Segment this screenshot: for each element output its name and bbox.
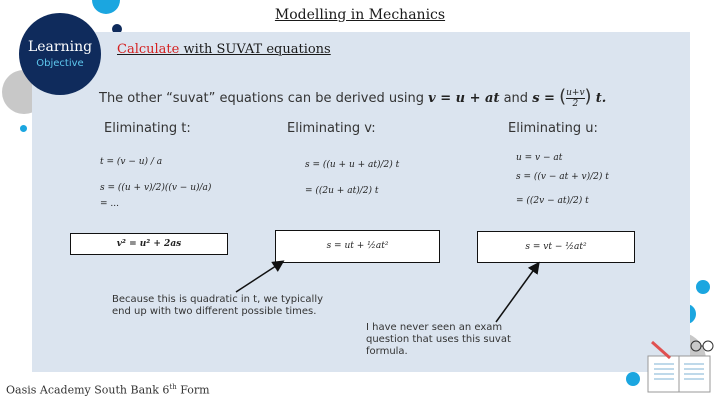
fraction-numerator: u+v [566, 88, 585, 98]
fraction-denominator: 2 [572, 99, 579, 109]
slide-title: Modelling in Mechanics [274, 7, 446, 23]
result-equation-2: s = ut + ½at² [326, 241, 389, 251]
derivation-u-line1: u = v − at [516, 153, 563, 163]
column-heading-u: Eliminating u: [508, 121, 598, 136]
intro-text: The other “suvat” equations can be derived using [99, 91, 424, 106]
arrow-to-box-2 [236, 262, 282, 292]
footer-sup: th [169, 383, 177, 391]
objective-highlight: Calculate [117, 42, 180, 57]
intro-line: The other “suvat” equations can be derived using v = u + at and s = ( $\frac{u+v}{2}$ ) t. [99, 86, 607, 109]
arrow-to-box-3 [496, 264, 538, 322]
derivation-t-line3: = ... [100, 199, 119, 209]
note-exam: I have never seen an exam question that uses this suvat formula. [366, 322, 511, 357]
result-equation-3: s = vt − ½at² [525, 242, 587, 252]
derivation-v-line2: = ((2u + at)/2) t [305, 186, 379, 196]
note-quadratic: Because this is quadratic in t, we typically end up with two different possible times. [112, 294, 324, 317]
derivation-t-line2: s = ((u + v)/2)((v − u)/a) [100, 183, 212, 193]
footer-prefix: Oasis Academy South Bank 6 [6, 383, 170, 397]
and-text: and [503, 91, 529, 106]
footer-suffix: Form [176, 383, 210, 397]
objective-heading: Learning [27, 39, 93, 55]
derivation-v-line1: s = ((u + u + at)/2) t [305, 160, 400, 170]
open-book-icon [642, 336, 716, 396]
equation-s-tail: t. [595, 91, 607, 106]
derivation-u-line2: s = ((v − at + v)/2) t [516, 172, 609, 182]
footer-text [6, 383, 210, 397]
derivation-u-line3: = ((2v − at)/2) t [516, 196, 589, 206]
result-equation-1: v² = u² + 2as [116, 239, 182, 249]
derivation-t-line1: t = (v − u) / a [100, 157, 163, 167]
column-heading-v: Eliminating v: [287, 121, 376, 136]
objective-subheading: Objective [36, 58, 84, 69]
equation-s-lhs: s = [532, 91, 555, 106]
equation-v: v = u + at [428, 91, 500, 106]
objective-rest: with SUVAT equations [179, 42, 331, 57]
column-heading-t: Eliminating t: [104, 121, 191, 136]
